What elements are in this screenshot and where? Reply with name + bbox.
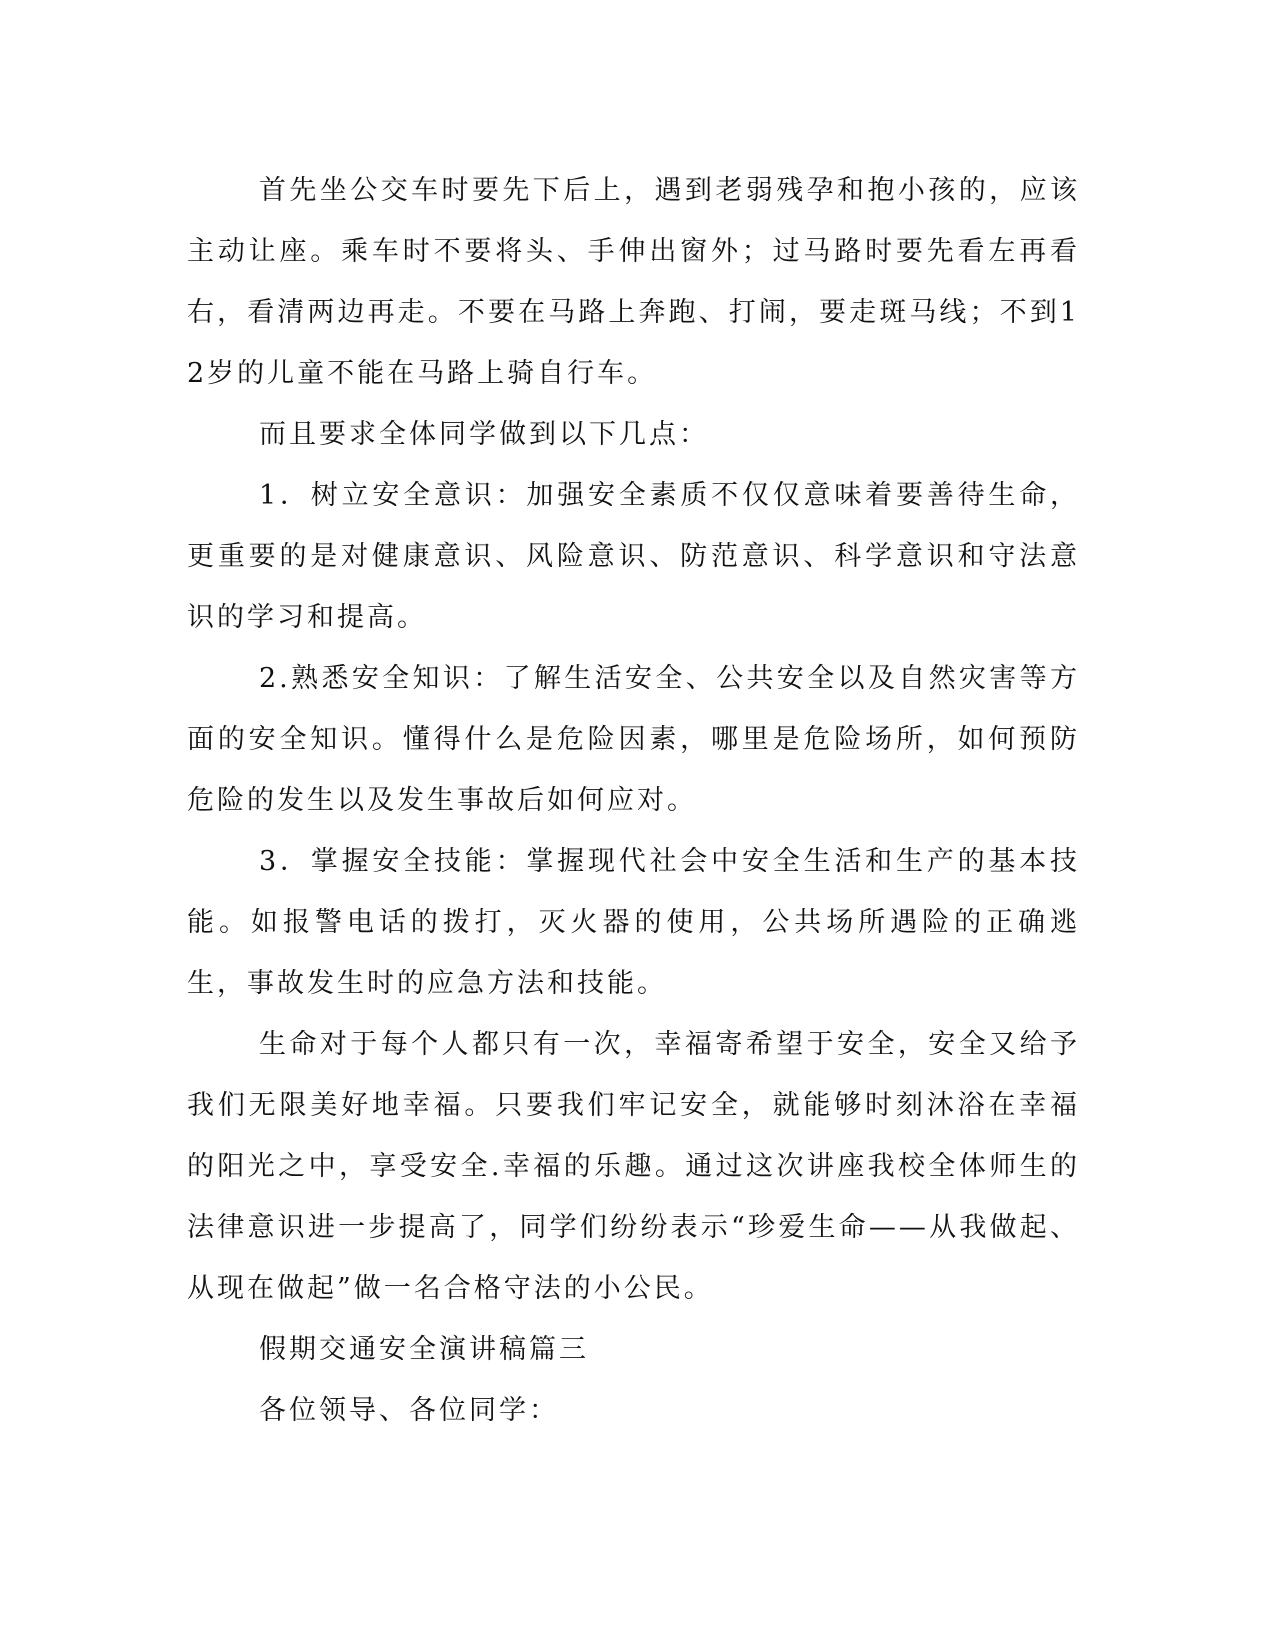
section-heading: 假期交通安全演讲稿篇三	[259, 1334, 589, 1365]
document-body	[187, 160, 1080, 1441]
paragraph-point-3: 3．掌握安全技能：掌握现代社会中安全生活和生产的基本技能。如报警电话的拨打，灭火器的使用，公共场所遇险的正确逃生，事故发生时的应急方法和技能。	[187, 846, 1080, 999]
paragraph-point-1: 1．树立安全意识：加强安全素质不仅仅意味着要善待生命，更重要的是对健康意识、风险意识、防范意识、科学意识和守法意识的学习和提高。	[187, 480, 1080, 633]
paragraph-traffic-rules: 首先坐公交车时要先下后上，遇到老弱残孕和抱小孩的，应该主动让座。乘车时不要将头、手伸出窗外；过马路时要先看左再看右，看清两边再走。不要在马路上奔跑、打闹，要走斑马线；不到12岁的儿童不能在马路上骑自行车。	[187, 175, 1080, 389]
paragraph-conclusion: 生命对于每个人都只有一次，幸福寄希望于安全，安全又给予我们无限美好地幸福。只要我们牢记安全，就能够时刻沐浴在幸福的阳光之中，享受安全.幸福的乐趣。通过这次讲座我校全体师生的法律意识进一步提高了，同学们纷纷表示“珍爱生命——从我做起、从现在做起”做一名合格守法的小公民。	[187, 1029, 1080, 1304]
paragraph-requirements-intro: 而且要求全体同学做到以下几点：	[259, 419, 709, 450]
salutation: 各位领导、各位同学：	[259, 1395, 559, 1426]
paragraph-point-2: 2.熟悉安全知识：了解生活安全、公共安全以及自然灾害等方面的安全知识。懂得什么是危险因素，哪里是危险场所，如何预防危险的发生以及发生事故后如何应对。	[187, 663, 1080, 816]
